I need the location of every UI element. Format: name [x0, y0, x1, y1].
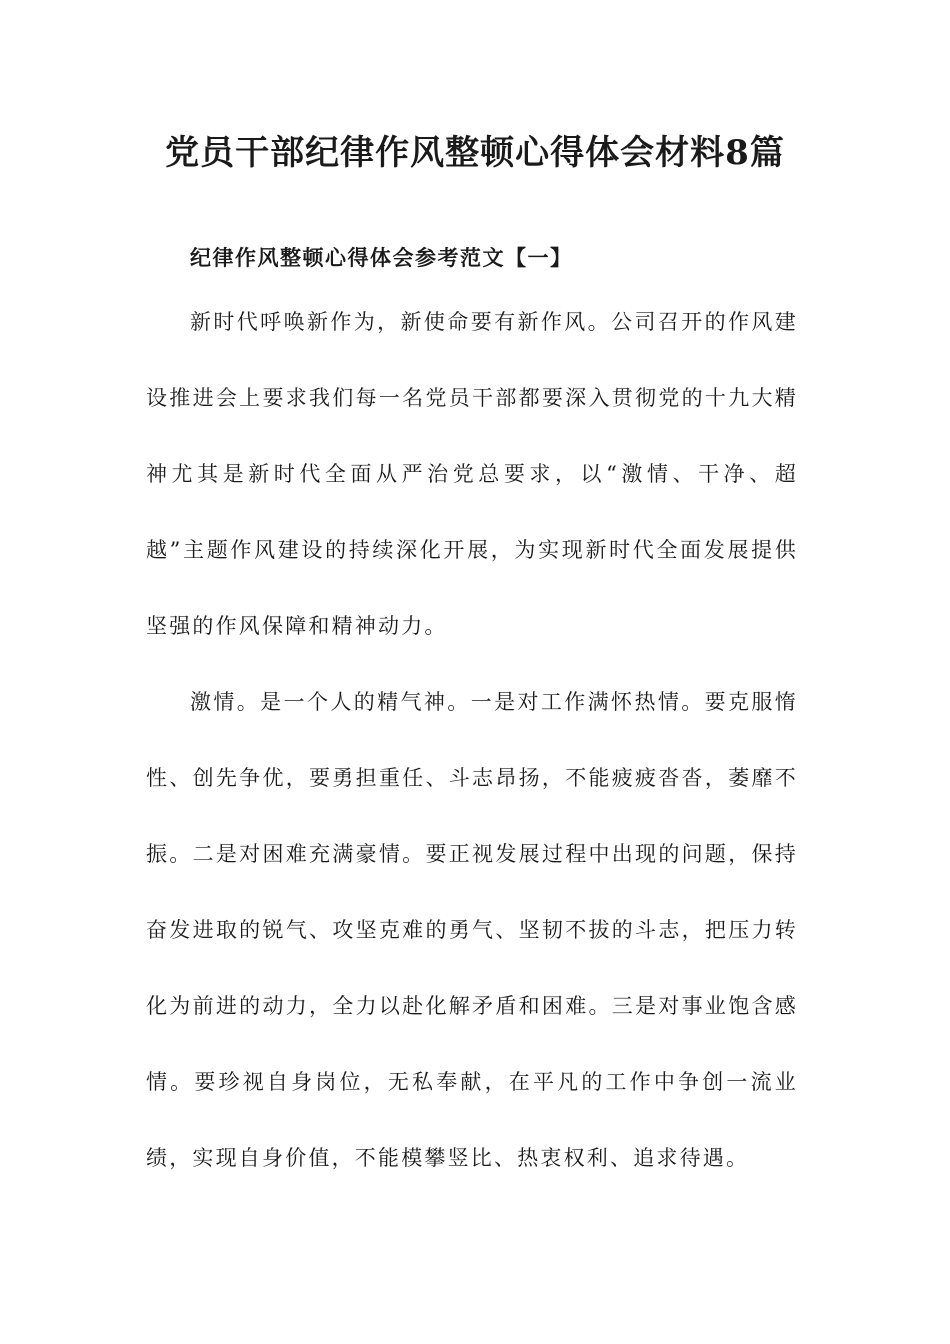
body-paragraph-2: 激情。是一个人的精气神。一是对工作满怀热情。要克服惰性、创先争优，要勇担重任、斗志昂扬，不能疲疲沓沓，萎靡不振。二是对困难充满豪情。要正视发展过程中出现的问题，保持奋发进取的锐气、攻坚克难的勇气、坚韧不拔的斗志，把压力转化为前进的动力，全力以赴化解矛盾和困难。三是对事业饱含感情。要珍视自身岗位，无私奉献，在平凡的工作中争创一流业绩，实现自身价值，不能模攀竖比、热衷权利、追求待遇。: [146, 690, 798, 1170]
section-heading: 纪律作风整顿心得体会参考范文【一】: [190, 245, 573, 270]
document-title: 党员干部纪律作风整顿心得体会材料8篇: [165, 133, 785, 173]
body-paragraph-1: 新时代呼唤新作为，新使命要有新作风。公司召开的作风建设推进会上要求我们每一名党员干部都要深入贯彻党的十九大精神尤其是新时代全面从严治党总要求，以“激情、干净、超越”主题作风建设的持续深化开展，为实现新时代全面发展提供坚强的作风保障和精神动力。: [146, 310, 798, 638]
